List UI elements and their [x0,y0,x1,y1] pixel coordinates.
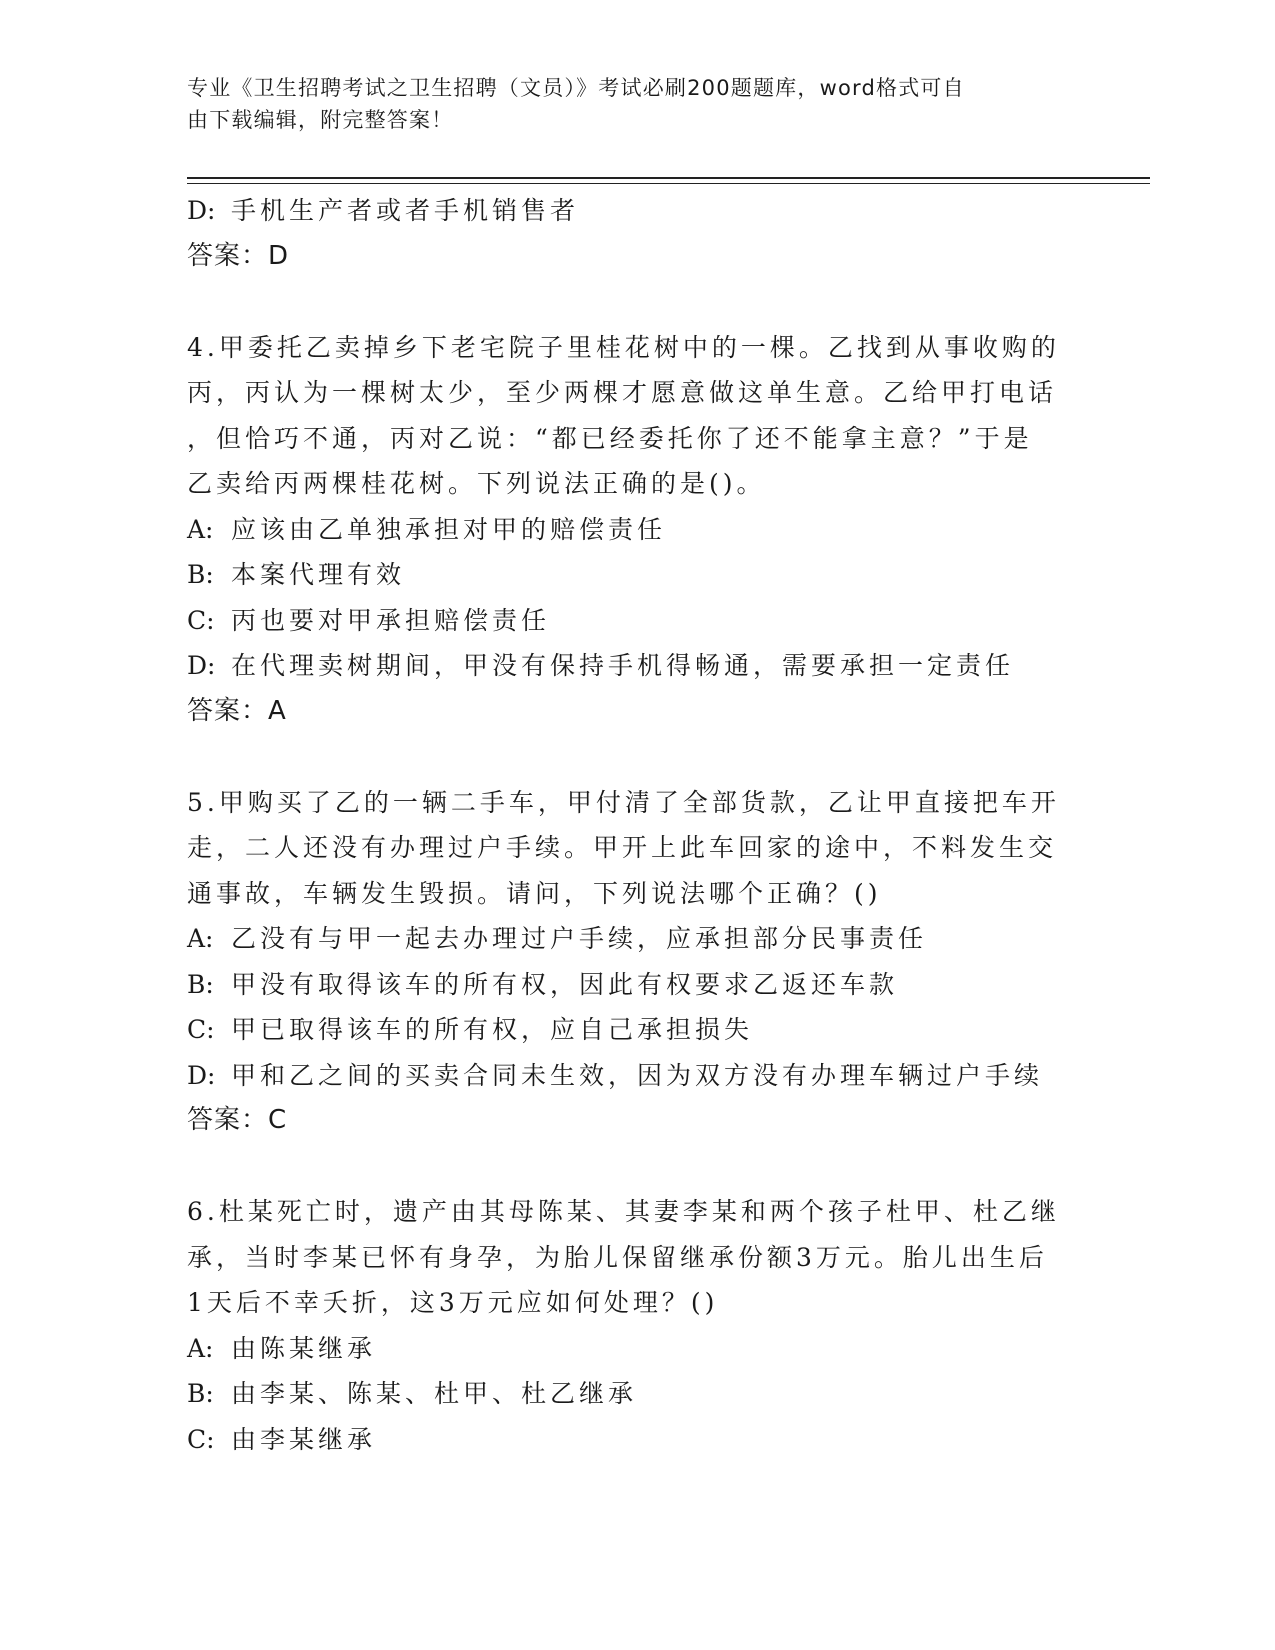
option-b [187,962,1087,1008]
option-text: 甲和乙之间的买卖合同未生效，因为双方没有办理车辆过户手续 [231,1060,1044,1090]
answer-line: 答案：A [187,695,287,726]
question-3 [187,188,1087,279]
option-d [187,1053,1087,1099]
option-d [187,643,1087,689]
option-text: 手机生产者或者手机销售者 [231,196,580,225]
question-stem-line: 4.甲委托乙卖掉乡下老宅院子里桂花树中的一棵。乙找到从事收购的 [187,332,1060,362]
header-line-2: 由下载编辑，附完整答案！ [187,108,454,132]
option-key: C: [187,1424,215,1454]
option-d [187,188,1087,234]
option-text: 甲没有取得该车的所有权，因此有权要求乙返还车款 [231,969,899,999]
question-stem-line: 承，当时李某已怀有身孕，为胎儿保留继承份额3万元。胎儿出生后 [187,1242,1048,1272]
option-text: 在代理卖树期间，甲没有保持手机得畅通，需要承担一定责任 [231,651,1015,680]
option-key: D: [187,1060,216,1090]
option-a [187,916,1087,962]
question-stem-line: ，但恰巧不通，丙对乙说：“都已经委托你了还不能拿主意？”于是 [187,423,1033,453]
option-c [187,1007,1087,1053]
option-c [187,1417,1087,1463]
answer-line: 答案：C [187,1105,288,1135]
question-stem-line: 丙，丙认为一棵树太少，至少两棵才愿意做这单生意。乙给甲打电话 [187,378,1058,407]
option-key: B: [187,560,214,589]
option-key: D: [187,196,216,225]
option-text: 本案代理有效 [231,560,406,589]
answer-line: 答案：D [187,240,290,271]
option-c [187,598,1087,644]
question-5 [187,780,1087,1144]
option-text: 由李某继承 [231,1424,377,1454]
option-key: B: [187,1379,214,1408]
header-rule-thick [187,177,1150,179]
option-key: D: [187,651,216,680]
option-text: 丙也要对甲承担赔偿责任 [231,605,551,635]
question-stem-line: 通事故，车辆发生毁损。请问，下列说法哪个正确？() [187,878,882,908]
question-4 [187,325,1087,735]
question-stem-line: 乙卖给丙两棵桂花树。下列说法正确的是()。 [187,469,766,498]
option-b [187,1371,1087,1417]
question-stem-line: 5.甲购买了乙的一辆二手车，甲付清了全部货款，乙让甲直接把车开 [187,787,1060,817]
option-a [187,1326,1087,1372]
option-key: A: [187,924,214,953]
header-line-1: 专业《卫生招聘考试之卫生招聘（文员）》考试必刷200题题库，word格式可自 [187,76,965,100]
option-text: 甲已取得该车的所有权，应自己承担损失 [231,1015,754,1044]
option-a [187,507,1087,553]
option-key: C: [187,1015,215,1044]
document-header [187,72,1057,136]
question-stem-line: 走，二人还没有办理过户手续。甲开上此车回家的途中，不料发生交 [187,833,1058,862]
option-text: 应该由乙单独承担对甲的赔偿责任 [231,514,667,544]
document-body [187,188,1087,1462]
question-6 [187,1189,1087,1462]
option-key: C: [187,605,215,635]
option-b [187,552,1087,598]
option-text: 由李某、陈某、杜甲、杜乙继承 [231,1379,638,1408]
option-key: B: [187,969,214,999]
option-text: 由陈某继承 [231,1333,377,1363]
option-key: A: [187,514,214,544]
question-stem-line: 6.杜某死亡时，遗产由其母陈某、其妻李某和两个孩子杜甲、杜乙继 [187,1197,1060,1226]
option-key: A: [187,1333,214,1363]
question-stem-line: 1天后不幸夭折，这3万元应如何处理？() [187,1288,719,1317]
header-rule-thin [187,183,1150,184]
option-text: 乙没有与甲一起去办理过户手续，应承担部分民事责任 [231,924,928,953]
